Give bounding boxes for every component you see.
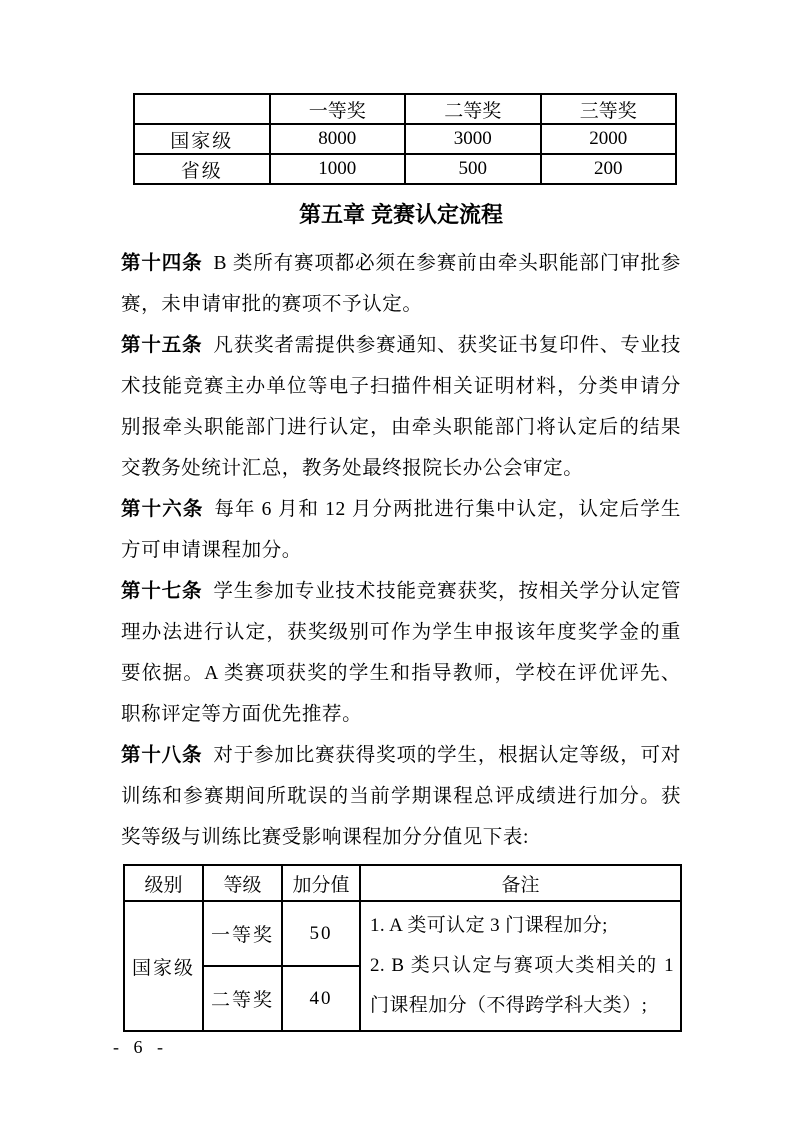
article-number: 第十四条 (121, 253, 203, 274)
table-row (124, 901, 681, 966)
remark-line: 2. B 类只认定与赛项大类相关的 1 门课程加分（不得跨学科大类）; (370, 955, 674, 1016)
award-value: 8000 (270, 124, 406, 154)
table-row (134, 124, 676, 154)
award-header-empty (134, 94, 270, 124)
article-paragraph (121, 571, 681, 735)
body-text (121, 243, 681, 858)
row-level-label: 省级 (134, 154, 270, 184)
page-number: - 6 - (113, 1037, 168, 1057)
bonus-points-table (123, 864, 682, 1032)
row-level-label: 国家级 (134, 124, 270, 154)
article-paragraph (121, 325, 681, 489)
remark-line: 1. A 类可认定 3 门课程加分; (370, 915, 608, 936)
article-number: 第十八条 (121, 745, 203, 766)
bonus-grade-cell: 一等奖 (203, 901, 282, 966)
award-value: 2000 (541, 124, 677, 154)
award-value: 200 (541, 154, 677, 184)
article-number: 第十七条 (121, 581, 203, 602)
bonus-points-cell: 40 (282, 966, 360, 1031)
bonus-points-cell: 50 (282, 901, 360, 966)
bonus-header-grade: 等级 (203, 865, 282, 901)
article-paragraph (121, 489, 681, 571)
award-header-third: 三等奖 (541, 94, 677, 124)
article-text: 对于参加比赛获得奖项的学生，根据认定等级，可对训练和参赛期间所耽误的当前学期课程总评成绩进行加分。获奖等级与训练比赛受影响课程加分分值见下表: (121, 745, 681, 848)
article-paragraph (121, 735, 681, 858)
award-header-second: 二等奖 (405, 94, 541, 124)
award-value: 1000 (270, 154, 406, 184)
bonus-grade-cell: 二等奖 (203, 966, 282, 1031)
article-text: B 类所有赛项都必须在参赛前由牵头职能部门审批参赛，未申请审批的赛项不予认定。 (121, 253, 681, 315)
chapter-heading: 第五章 竞赛认定流程 (298, 202, 504, 227)
award-value: 500 (405, 154, 541, 184)
article-text: 凡获奖者需提供参赛通知、获奖证书复印件、专业技术技能竞赛主办单位等电子扫描件相关证明材料，分类申请分别报牵头职能部门进行认定，由牵头职能部门将认定后的结果交教务处统计汇总，教务处最终报院长办公会审定。 (121, 335, 681, 479)
page-content (121, 93, 681, 1032)
table-row (134, 154, 676, 184)
article-number: 第十六条 (121, 499, 204, 520)
bonus-header-level: 级别 (124, 865, 203, 901)
article-text: 每年 6 月和 12 月分两批进行集中认定，认定后学生方可申请课程加分。 (121, 499, 681, 561)
bonus-remark-cell (360, 901, 681, 1031)
award-header-first: 一等奖 (270, 94, 406, 124)
article-paragraph (121, 243, 681, 325)
bonus-header-remark: 备注 (360, 865, 681, 901)
bonus-header-points: 加分值 (282, 865, 360, 901)
table-header-row (124, 865, 681, 901)
table-header-row (134, 94, 676, 124)
article-text: 学生参加专业技术技能竞赛获奖，按相关学分认定管理办法进行认定，获奖级别可作为学生申报该年度奖学金的重要依据。A 类赛项获奖的学生和指导教师，学校在评优评先、职称评定等方面优先推荐。 (121, 581, 681, 725)
award-value: 3000 (405, 124, 541, 154)
bonus-level-cell: 国家级 (124, 901, 203, 1031)
award-amount-table (133, 93, 677, 185)
article-number: 第十五条 (121, 335, 203, 356)
